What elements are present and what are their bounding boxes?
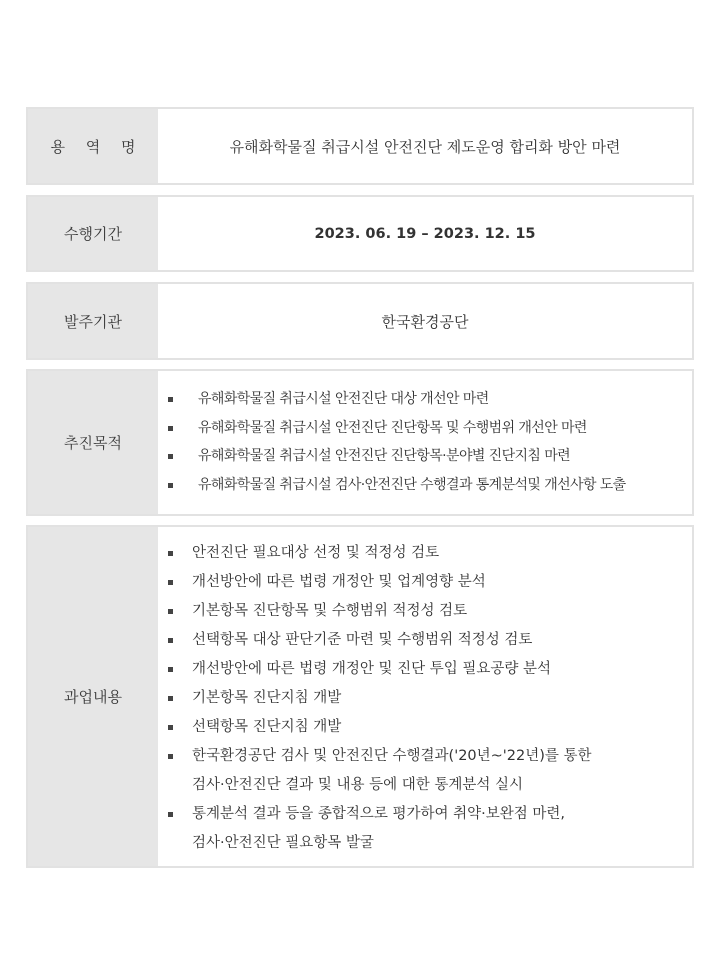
purpose-item: 유해화학물질 취급시설 안전진단 대상 개선안 마련 xyxy=(168,385,692,414)
project-name-value: 유해화학물질 취급시설 안전진단 제도운영 합리화 방안 마련 xyxy=(229,137,621,156)
purpose-list xyxy=(168,385,692,499)
scope-item: 기본항목 진단지침 개발 xyxy=(168,684,692,713)
scope-list xyxy=(168,539,692,858)
scope-item: 개선방안에 따른 법령 개정안 및 진단 투입 필요공량 분석 xyxy=(168,655,692,684)
scope-item-multiline xyxy=(168,742,692,800)
purpose-item: 유해화학물질 취급시설 안전진단 진단항목 및 수행범위 개선안 마련 xyxy=(168,414,692,443)
scope-list-container xyxy=(158,527,692,866)
purpose-item: 유해화학물질 취급시설 검사·안전진단 수행결과 통계분석및 개선사항 도출 xyxy=(168,471,692,500)
scope-item: 안전진단 필요대상 선정 및 적정성 검토 xyxy=(168,539,692,568)
scope-item-continuation: 검사·안전진단 필요항목 발굴 xyxy=(192,835,374,851)
scope-item: 개선방안에 따른 법령 개정안 및 업계영향 분석 xyxy=(168,568,692,597)
period-value: 2023. 06. 19 – 2023. 12. 15 xyxy=(314,225,536,242)
scope-item: 선택항목 대상 판단기준 마련 및 수행범위 적정성 검토 xyxy=(168,626,692,655)
purpose-row xyxy=(26,369,694,516)
scope-label: 과업내용 xyxy=(28,527,158,866)
scope-row xyxy=(26,525,694,868)
project-name-label: 용 역 명 xyxy=(28,109,158,183)
scope-item: 기본항목 진단항목 및 수행범위 적정성 검토 xyxy=(168,597,692,626)
purpose-label: 추진목적 xyxy=(28,371,158,514)
scope-item-line: 통계분석 결과 등을 종합적으로 평가하여 취약·보완점 마련, xyxy=(192,806,566,822)
purpose-list-container xyxy=(158,371,692,514)
scope-item: 선택항목 진단지침 개발 xyxy=(168,713,692,742)
project-name-row xyxy=(26,107,694,185)
client-row xyxy=(26,282,694,360)
period-label: 수행기간 xyxy=(28,197,158,270)
scope-item-line: 한국환경공단 검사 및 안전진단 수행결과('20년~'22년)를 통한 xyxy=(192,748,592,764)
purpose-item: 유해화학물질 취급시설 안전진단 진단항목·분야별 진단지침 마련 xyxy=(168,442,692,471)
scope-item-multiline xyxy=(168,800,692,858)
scope-item-continuation: 검사·안전진단 결과 및 내용 등에 대한 통계분석 실시 xyxy=(192,777,524,793)
client-label: 발주기관 xyxy=(28,284,158,358)
client-value: 한국환경공단 xyxy=(381,312,469,331)
period-row xyxy=(26,195,694,272)
